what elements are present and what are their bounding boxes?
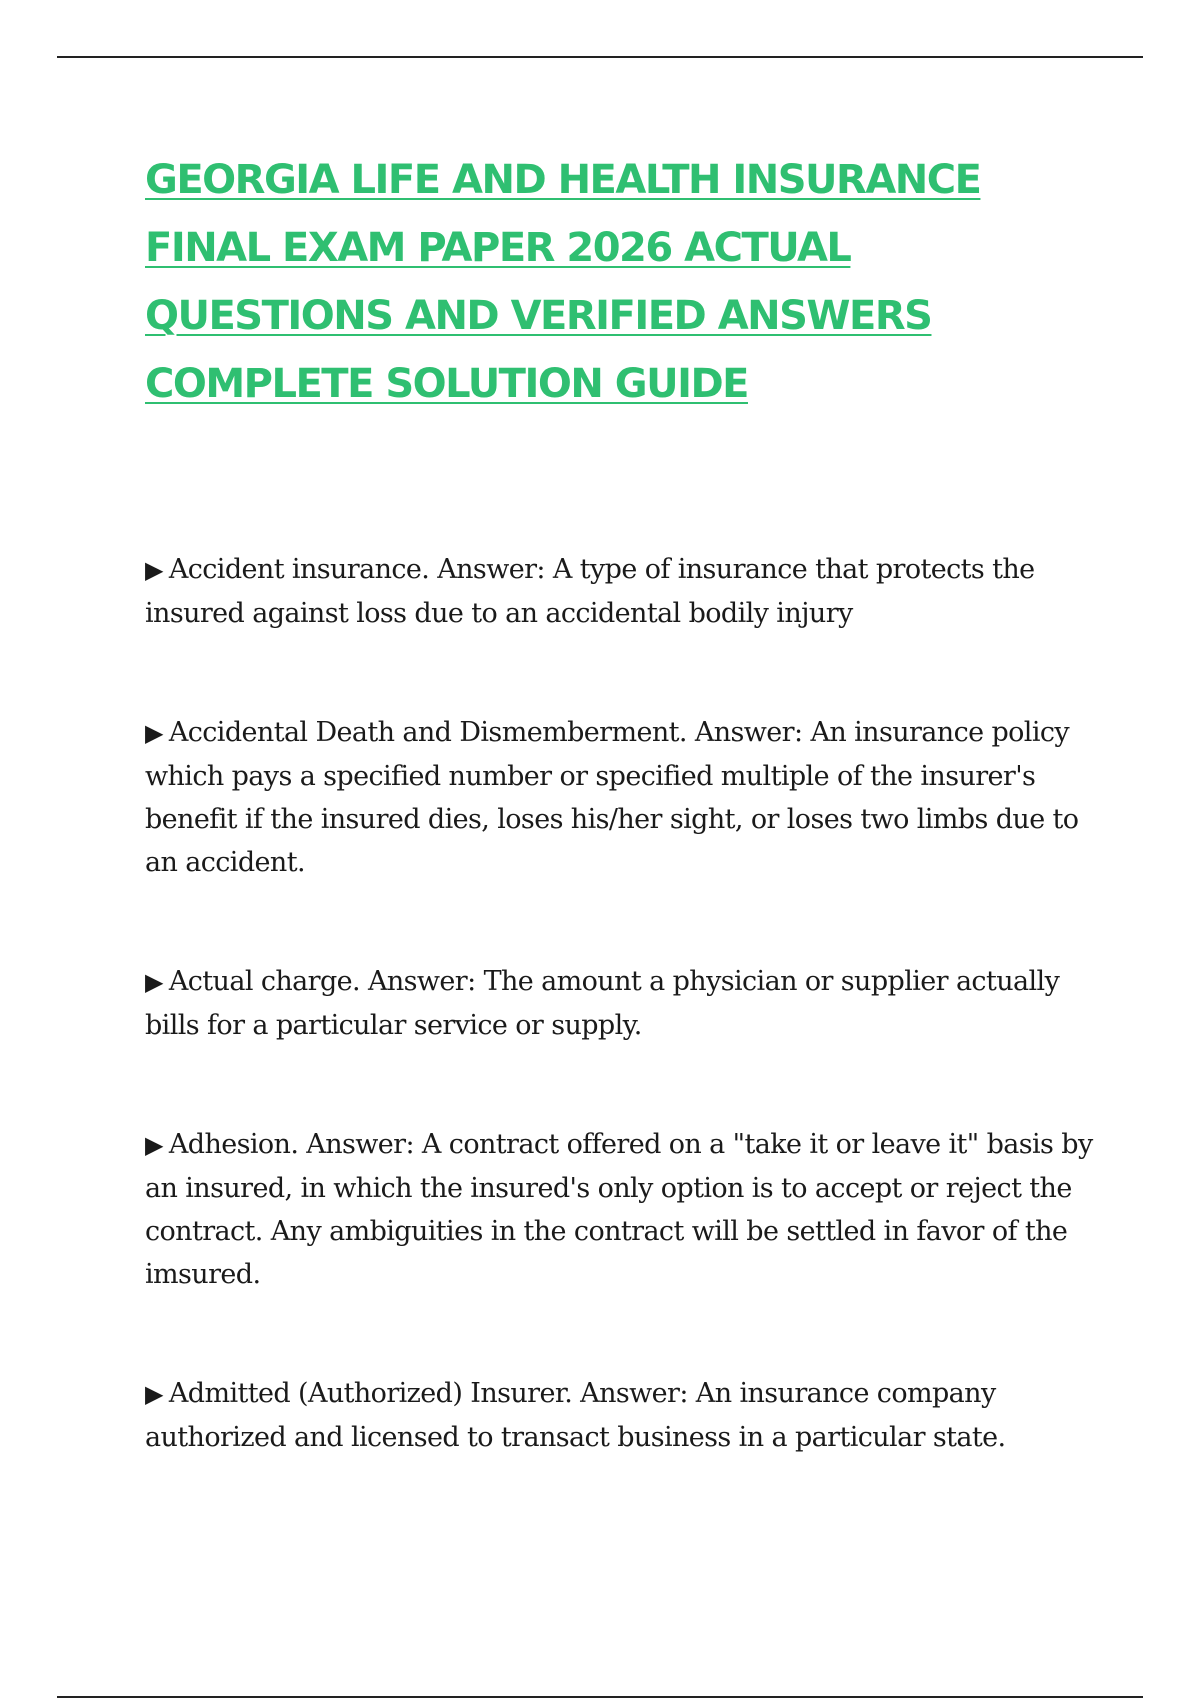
entry-accidental-death [145, 711, 1095, 884]
top-rule [57, 56, 1143, 58]
entry-text: Admitted (Authorized) Insurer. Answer: An insurance company authorized and licensed to transact business in a particular state. [145, 1378, 1006, 1453]
entry-adhesion [145, 1123, 1095, 1296]
entry-list [145, 548, 1095, 1535]
entry-text: Accident insurance. Answer: A type of insurance that protects the insured against loss due to an accidental bodily injury [145, 554, 1035, 629]
entry-actual-charge [145, 960, 1095, 1047]
entry-text: Accidental Death and Dismemberment. Answer: An insurance policy which pays a specified number or specified multiple of the insurer's benefit if the insured dies, loses his/her sight, or loses two limbs due to an accident. [145, 717, 1079, 878]
document-title: GEORGIA LIFE AND HEALTH INSURANCE FINAL EXAM PAPER 2026 ACTUAL QUESTIONS AND VERIFIED ANSWERS COMPLETE SOLUTION GUIDE [145, 157, 981, 407]
entry-admitted-insurer [145, 1372, 1095, 1459]
triangle-bullet-icon: ▶ [145, 1380, 163, 1408]
triangle-bullet-icon: ▶ [145, 719, 163, 747]
entry-accident-insurance [145, 548, 1095, 635]
entry-text: Actual charge. Answer: The amount a physician or supplier actually bills for a particular service or supply. [145, 966, 1060, 1041]
triangle-bullet-icon: ▶ [145, 968, 163, 996]
triangle-bullet-icon: ▶ [145, 556, 163, 584]
bottom-rule [57, 1696, 1143, 1698]
entry-text: Adhesion. Answer: A contract offered on a "take it or leave it" basis by an insured, in which the insured's only option is to accept or reject the contract. Any ambiguities in the contract will be settled in favor of the imsured. [145, 1129, 1093, 1290]
triangle-bullet-icon: ▶ [145, 1131, 163, 1159]
